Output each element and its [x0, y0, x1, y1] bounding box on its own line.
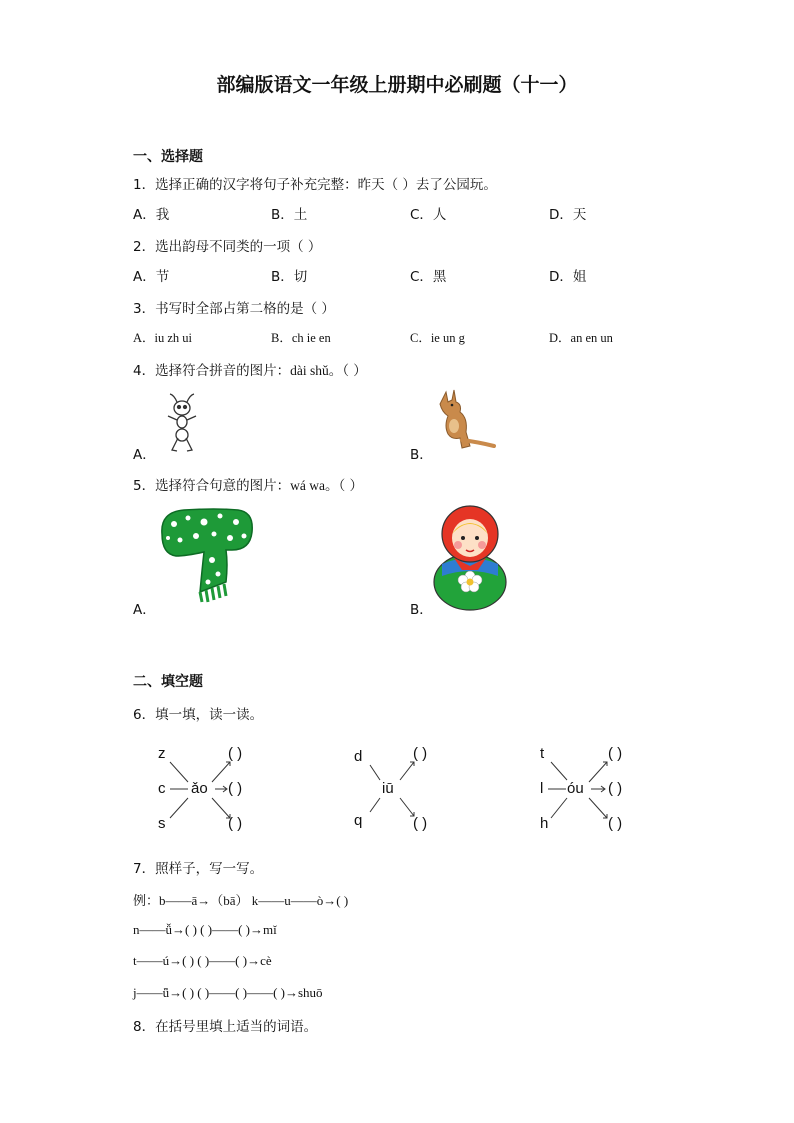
q7-row-3[interactable]: j——ǖ→( ) ( )——( )——( )→shuō	[133, 985, 323, 1000]
q3-option-b[interactable]: B．ch ie en	[271, 331, 331, 345]
q5-stem-suffix: 。（ ）	[324, 478, 363, 494]
kangaroo-icon[interactable]	[432, 388, 496, 454]
q5-option-a[interactable]: A．	[133, 602, 156, 618]
q2-option-a[interactable]: A．节	[133, 269, 170, 285]
g3-initial-h: h	[540, 815, 549, 832]
g3-initial-l: l	[540, 780, 544, 797]
q2-option-b[interactable]: B．切	[271, 269, 308, 285]
g1-final-ao: ǎo	[191, 780, 208, 797]
ant-icon[interactable]	[160, 392, 206, 454]
section-heading-fill: 二、填空题	[133, 674, 203, 690]
q7-row-2[interactable]: t——ú→( ) ( )——( )→cè	[133, 953, 272, 968]
g1-initial-c: c	[158, 780, 166, 797]
q5-pinyin: wá wa	[290, 478, 325, 493]
question-7-stem: 7．照样子，写一写。	[133, 861, 264, 877]
q2-option-c[interactable]: C．黑	[410, 269, 447, 285]
q3-option-c[interactable]: C．ie un g	[410, 331, 465, 345]
g2-initial-d: d	[354, 748, 363, 765]
q2-option-d[interactable]: D．姐	[549, 269, 587, 285]
g1-initial-s: s	[158, 815, 166, 832]
q7-example-row[interactable]: 例：b——ā→（bā） k——u——ò→( )	[133, 893, 349, 908]
q5-stem-prefix: 5．选择符合句意的图片：	[133, 478, 291, 494]
question-5-stem	[133, 474, 363, 494]
question-4-stem	[133, 359, 367, 379]
q3-option-a[interactable]: A．iu zh ui	[133, 331, 193, 345]
q4-option-a[interactable]: A．	[133, 447, 156, 463]
scarf-icon[interactable]	[156, 504, 256, 606]
g3-arrows	[535, 740, 615, 835]
question-2-stem: 2．选出韵母不同类的一项（ ）	[133, 239, 322, 255]
g1-blank-3[interactable]: ( )	[228, 815, 243, 832]
g2-final-iu: iū	[382, 780, 394, 797]
q4-pinyin: dài shǔ	[290, 363, 329, 378]
g3-blank-2[interactable]: ( )	[608, 780, 623, 797]
page-title: 部编版语文一年级上册期中必刷题（十一）	[216, 74, 578, 96]
doll-icon[interactable]	[432, 504, 508, 612]
q1-option-d[interactable]: D．天	[549, 207, 587, 223]
q5-option-b[interactable]: B．	[410, 602, 433, 618]
g1-initial-z: z	[158, 745, 166, 762]
q3-option-d[interactable]: D．an en un	[549, 331, 613, 345]
q4-stem-prefix: 4．选择符合拼音的图片：	[133, 363, 291, 379]
g1-arrows	[150, 740, 243, 835]
q1-option-a[interactable]: A．我	[133, 207, 170, 223]
g2-arrows	[350, 740, 430, 835]
q4-option-b[interactable]: B．	[410, 447, 433, 463]
question-3-stem: 3．书写时全部占第二格的是（ ）	[133, 301, 335, 317]
q7-row-1[interactable]: n——ǚ→( ) ( )——( )→mǐ	[133, 922, 277, 937]
question-6-stem: 6．填一填，读一读。	[133, 707, 264, 723]
g2-blank-1[interactable]: ( )	[413, 745, 428, 762]
g3-blank-3[interactable]: ( )	[608, 815, 623, 832]
g3-final-ou: óu	[567, 780, 584, 797]
section-heading-choice: 一、选择题	[133, 149, 203, 165]
g3-blank-1[interactable]: ( )	[608, 745, 623, 762]
q1-option-c[interactable]: C．人	[410, 207, 447, 223]
g2-initial-q: q	[354, 812, 363, 829]
q4-stem-suffix: 。（ ）	[328, 363, 367, 379]
question-1-stem: 1．选择正确的汉字将句子补充完整：昨天（ ）去了公园玩。	[133, 177, 497, 193]
g3-initial-t: t	[540, 745, 545, 762]
g1-blank-1[interactable]: ( )	[228, 745, 243, 762]
g1-blank-2[interactable]: ( )	[228, 780, 243, 797]
question-8-stem: 8．在括号里填上适当的词语。	[133, 1019, 318, 1035]
g2-blank-2[interactable]: ( )	[413, 815, 428, 832]
q1-option-b[interactable]: B．土	[271, 207, 308, 223]
